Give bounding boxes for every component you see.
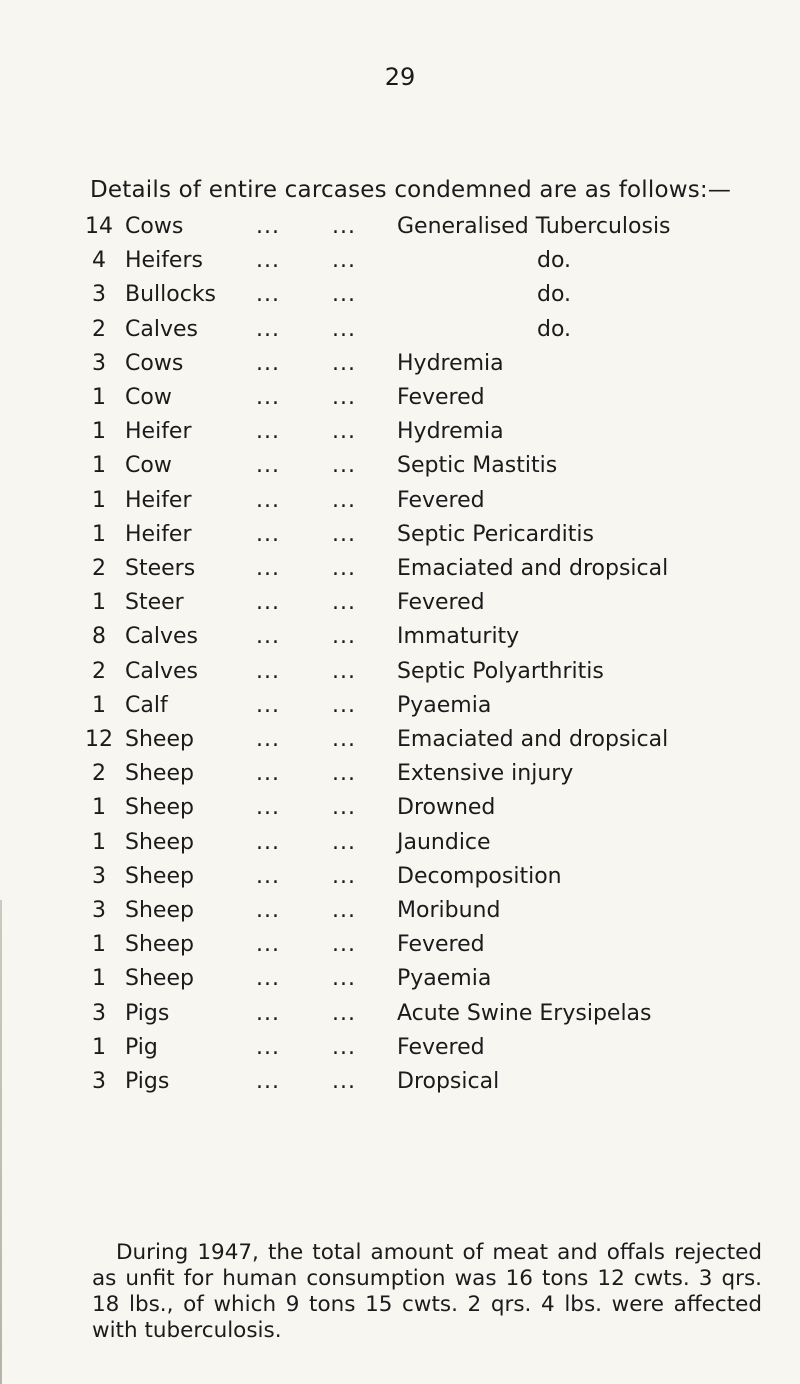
- row-animal: Calves: [125, 316, 198, 342]
- leader-dots: ...: [256, 282, 280, 308]
- row-animal: Steers: [125, 556, 196, 581]
- row-animal: Heifer: [125, 487, 192, 513]
- row-quantity: 1: [92, 692, 106, 718]
- row-cause: Drowned: [397, 795, 496, 821]
- row-cause: Immaturity: [397, 624, 520, 650]
- leader-dots: ...: [256, 1000, 280, 1026]
- row-cause: Fevered: [397, 932, 485, 958]
- leader-dots: ...: [256, 214, 280, 239]
- row-cause: do.: [537, 248, 572, 274]
- leader-dots: ...: [256, 556, 280, 581]
- row-animal: Cow: [125, 385, 172, 410]
- leader-dots: ...: [256, 316, 280, 342]
- leader-dots: ...: [332, 385, 356, 410]
- leader-dots: ...: [256, 658, 280, 684]
- table-row: [0, 727, 800, 759]
- table-row: [0, 385, 800, 417]
- row-cause: Decomposition: [397, 863, 562, 889]
- row-animal: Pigs: [125, 1069, 170, 1094]
- row-cause: do.: [537, 316, 572, 342]
- row-cause: Emaciated and dropsical: [397, 727, 669, 752]
- row-cause: Fevered: [397, 1034, 485, 1060]
- summary-paragraph: During 1947, the total amount of meat and offals rejected as unfit for human consumption was 16 tons 12 cwts. 3 qrs. 18 lbs., of which 9 tons 15 cwts. 2 qrs. 4 lbs. were affected with tuberculosis.: [92, 1240, 762, 1343]
- row-quantity: 2: [92, 761, 106, 787]
- leader-dots: ...: [332, 692, 356, 718]
- row-cause: Emaciated and dropsical: [397, 556, 669, 581]
- leader-dots: ...: [332, 282, 356, 308]
- leader-dots: ...: [332, 727, 356, 752]
- row-quantity: 1: [92, 521, 106, 547]
- table-row: [0, 453, 800, 485]
- leader-dots: ...: [256, 419, 280, 445]
- table-row: [0, 1035, 800, 1067]
- leader-dots: ...: [256, 521, 280, 547]
- leader-dots: ...: [332, 898, 356, 923]
- row-animal: Calves: [125, 658, 198, 684]
- table-row: [0, 317, 800, 349]
- row-animal: Cows: [125, 214, 184, 239]
- row-cause: Dropsical: [397, 1069, 500, 1094]
- section-heading: Details of entire carcases condemned are as follows:—: [90, 177, 732, 203]
- leader-dots: ...: [256, 248, 280, 274]
- row-quantity: 1: [92, 487, 106, 513]
- leader-dots: ...: [332, 350, 356, 376]
- row-cause: Fevered: [397, 385, 485, 410]
- leader-dots: ...: [332, 214, 356, 239]
- row-animal: Sheep: [125, 863, 194, 889]
- leader-dots: ...: [332, 1069, 356, 1094]
- row-quantity: 1: [92, 453, 106, 479]
- row-quantity: 1: [92, 932, 106, 958]
- leader-dots: ...: [256, 624, 280, 650]
- row-animal: Steer: [125, 590, 184, 616]
- leader-dots: ...: [332, 966, 356, 992]
- leader-dots: ...: [332, 624, 356, 650]
- row-animal: Calf: [125, 692, 168, 718]
- row-cause: Hydremia: [397, 419, 504, 445]
- table-row: [0, 795, 800, 827]
- leader-dots: ...: [256, 590, 280, 616]
- row-animal: Sheep: [125, 966, 194, 992]
- leader-dots: ...: [332, 419, 356, 445]
- leader-dots: ...: [256, 966, 280, 992]
- row-cause: do.: [537, 282, 572, 308]
- leader-dots: ...: [332, 590, 356, 616]
- leader-dots: ...: [332, 521, 356, 547]
- leader-dots: ...: [332, 556, 356, 581]
- row-quantity: 8: [92, 624, 106, 650]
- leader-dots: ...: [256, 1069, 280, 1094]
- table-row: [0, 1069, 800, 1101]
- table-row: [0, 624, 800, 656]
- leader-dots: ...: [256, 1034, 280, 1060]
- row-cause: Septic Pericarditis: [397, 521, 594, 547]
- leader-dots: ...: [256, 829, 280, 855]
- row-animal: Heifer: [125, 419, 192, 445]
- table-row: [0, 590, 800, 622]
- leader-dots: ...: [332, 761, 356, 787]
- table-row: [0, 488, 800, 520]
- table-row: [0, 1001, 800, 1033]
- leader-dots: ...: [256, 727, 280, 752]
- table-row: [0, 830, 800, 862]
- row-quantity: 2: [92, 556, 106, 581]
- table-row: [0, 864, 800, 896]
- table-row: [0, 898, 800, 930]
- row-animal: Cow: [125, 453, 172, 479]
- row-cause: Pyaemia: [397, 692, 492, 718]
- row-quantity: 3: [92, 350, 106, 376]
- leader-dots: ...: [332, 829, 356, 855]
- leader-dots: ...: [256, 692, 280, 718]
- row-quantity: 2: [92, 658, 106, 684]
- row-animal: Sheep: [125, 932, 194, 958]
- leader-dots: ...: [332, 248, 356, 274]
- row-cause: Pyaemia: [397, 966, 492, 992]
- row-animal: Bullocks: [125, 282, 217, 308]
- table-row: [0, 248, 800, 280]
- table-row: [0, 282, 800, 314]
- table-row: [0, 214, 800, 246]
- row-quantity: 1: [92, 1034, 106, 1060]
- row-quantity: 1: [92, 795, 106, 821]
- row-animal: Pig: [125, 1034, 158, 1060]
- leader-dots: ...: [332, 863, 356, 889]
- table-row: [0, 419, 800, 451]
- table-row: [0, 761, 800, 793]
- row-cause: Septic Mastitis: [397, 453, 558, 479]
- row-cause: Moribund: [397, 898, 501, 923]
- row-quantity: 3: [92, 1069, 106, 1094]
- page-number: 29: [384, 63, 416, 91]
- leader-dots: ...: [332, 1034, 356, 1060]
- row-quantity: 1: [92, 419, 106, 445]
- table-row: [0, 966, 800, 998]
- leader-dots: ...: [332, 795, 356, 821]
- row-quantity: 14: [85, 214, 113, 239]
- row-animal: Heifer: [125, 521, 192, 547]
- row-quantity: 1: [92, 385, 106, 410]
- row-cause: Jaundice: [397, 829, 491, 855]
- row-quantity: 4: [92, 248, 106, 274]
- leader-dots: ...: [332, 316, 356, 342]
- row-cause: Acute Swine Erysipelas: [397, 1000, 652, 1026]
- table-row: [0, 932, 800, 964]
- row-animal: Heifers: [125, 248, 203, 274]
- table-row: [0, 522, 800, 554]
- row-cause: Fevered: [397, 590, 485, 616]
- leader-dots: ...: [332, 932, 356, 958]
- row-animal: Sheep: [125, 829, 194, 855]
- leader-dots: ...: [256, 453, 280, 479]
- row-quantity: 1: [92, 966, 106, 992]
- table-row: [0, 693, 800, 725]
- leader-dots: ...: [332, 658, 356, 684]
- row-quantity: 3: [92, 898, 106, 923]
- row-quantity: 1: [92, 829, 106, 855]
- row-animal: Sheep: [125, 727, 194, 752]
- row-quantity: 3: [92, 863, 106, 889]
- row-cause: Fevered: [397, 487, 485, 513]
- leader-dots: ...: [256, 863, 280, 889]
- row-animal: Sheep: [125, 761, 194, 787]
- row-animal: Sheep: [125, 795, 194, 821]
- leader-dots: ...: [256, 898, 280, 923]
- row-animal: Calves: [125, 624, 198, 650]
- row-quantity: 12: [85, 727, 113, 752]
- leader-dots: ...: [256, 385, 280, 410]
- row-animal: Pigs: [125, 1000, 170, 1026]
- leader-dots: ...: [332, 453, 356, 479]
- leader-dots: ...: [332, 1000, 356, 1026]
- table-row: [0, 556, 800, 588]
- table-row: [0, 351, 800, 383]
- table-row: [0, 659, 800, 691]
- row-quantity: 3: [92, 282, 106, 308]
- leader-dots: ...: [256, 761, 280, 787]
- leader-dots: ...: [256, 487, 280, 513]
- row-cause: Extensive injury: [397, 761, 574, 787]
- leader-dots: ...: [256, 795, 280, 821]
- row-animal: Sheep: [125, 898, 194, 923]
- leader-dots: ...: [256, 350, 280, 376]
- row-cause: Generalised Tuberculosis: [397, 214, 671, 239]
- row-cause: Hydremia: [397, 350, 504, 376]
- leader-dots: ...: [332, 487, 356, 513]
- row-quantity: 1: [92, 590, 106, 616]
- row-animal: Cows: [125, 350, 184, 376]
- row-quantity: 3: [92, 1000, 106, 1026]
- row-cause: Septic Polyarthritis: [397, 658, 604, 684]
- leader-dots: ...: [256, 932, 280, 958]
- row-quantity: 2: [92, 316, 106, 342]
